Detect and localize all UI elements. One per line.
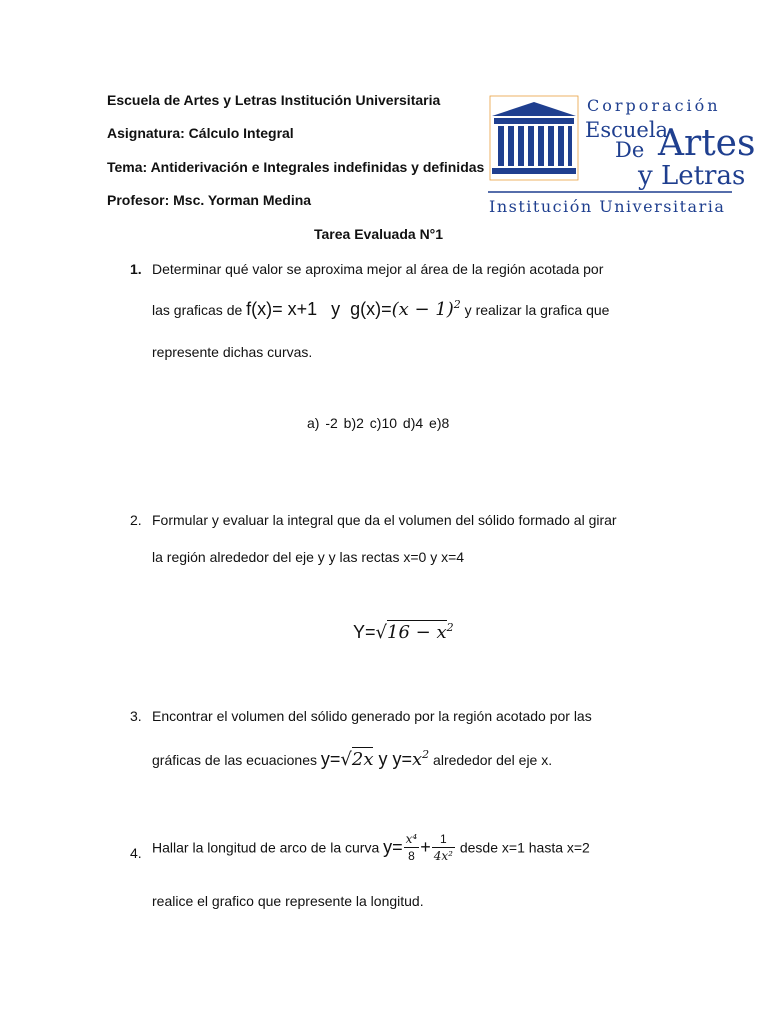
q1-y-separator: y bbox=[331, 299, 341, 319]
q4-frac1-denominator: 8 bbox=[408, 849, 415, 863]
q3-line2-pre: gráficas de las ecuaciones bbox=[152, 752, 321, 768]
q1-line2 bbox=[152, 298, 609, 320]
topic-line: Tema: Antiderivación e Integrales indefinidas y definidas bbox=[107, 159, 485, 175]
q3-y1-inner: 2x bbox=[351, 749, 374, 770]
assignment-title: Tarea Evaluada N°1 bbox=[314, 226, 444, 242]
q4-frac1-numerator: x⁴ bbox=[405, 832, 418, 846]
logo-institucion: Institución Universitaria bbox=[489, 197, 726, 216]
q1-number: 1. bbox=[130, 261, 142, 277]
q4-line1-post: desde x=1 hasta x=2 bbox=[455, 839, 590, 856]
q1-f-expression: f(x)= x+1 bbox=[246, 299, 318, 319]
q4-frac2-denominator: 4x² bbox=[433, 849, 453, 863]
q1-g-expression: (x − 1) bbox=[391, 299, 454, 320]
logo-corporacion: Corporación bbox=[587, 96, 721, 115]
q1-line2-pre: las graficas de bbox=[152, 302, 247, 318]
q3-radical: √ bbox=[340, 749, 352, 770]
q2-eq-exponent: 2 bbox=[446, 621, 454, 634]
q4-line1 bbox=[152, 832, 590, 863]
q2-eq-inner: 16 − x bbox=[387, 622, 447, 643]
institution-logo bbox=[486, 92, 756, 218]
school-name: Escuela de Artes y Letras Institución Universitaria bbox=[107, 92, 441, 108]
professor-line: Profesor: Msc. Yorman Medina bbox=[107, 192, 312, 208]
q3-y1-prefix: y= bbox=[320, 749, 341, 769]
logo-artes: Artes bbox=[658, 123, 756, 164]
q3-y2-expression: x bbox=[412, 749, 423, 770]
logo-de: De bbox=[615, 138, 645, 162]
q1-g-prefix: g(x)= bbox=[350, 299, 392, 319]
q4-y-prefix: y= bbox=[383, 837, 403, 857]
q3-y2-exponent: 2 bbox=[422, 748, 430, 761]
q1-options: a) -2 b)2 c)10 d)4 e)8 bbox=[307, 415, 450, 431]
q1-line3: represente dichas curvas. bbox=[152, 344, 313, 360]
subject-line: Asignatura: Cálculo Integral bbox=[107, 125, 294, 141]
q4-plus: + bbox=[420, 837, 431, 857]
q2-equation bbox=[353, 621, 454, 643]
q3-line2 bbox=[152, 748, 552, 770]
q2-radical: √ bbox=[375, 622, 388, 643]
q4-fraction-1 bbox=[404, 832, 420, 863]
logo-escuela: Escuela bbox=[585, 118, 669, 142]
building-icon bbox=[492, 102, 576, 174]
q2-line2: la región alrededor del eje y y las rectas x=0 y x=4 bbox=[152, 549, 465, 565]
q1-line2-post: y realizar la grafica que bbox=[460, 302, 610, 318]
q3-number: 3. bbox=[130, 708, 142, 724]
q1-g-exponent: 2 bbox=[453, 298, 461, 311]
q2-eq-prefix: Y= bbox=[353, 622, 376, 642]
q3-mid: y y= bbox=[373, 749, 412, 769]
q2-line1: Formular y evaluar la integral que da el volumen del sólido formado al girar bbox=[152, 512, 617, 528]
q2-number: 2. bbox=[130, 512, 142, 528]
q1-line1: Determinar qué valor se aproxima mejor al área de la región acotada por bbox=[152, 261, 604, 277]
q4-frac2-numerator: 1 bbox=[432, 832, 455, 848]
q4-line1-pre: Hallar la longitud de arco de la curva bbox=[152, 839, 384, 856]
q4-fraction-2 bbox=[432, 832, 455, 863]
logo-y-letras: y Letras bbox=[638, 161, 746, 191]
q4-number: 4. bbox=[130, 845, 142, 861]
q3-line1: Encontrar el volumen del sólido generado por la región acotado por las bbox=[152, 708, 592, 724]
q4-line2: realice el grafico que represente la longitud. bbox=[152, 893, 424, 909]
q3-line2-post: alrededor del eje x. bbox=[429, 752, 553, 768]
